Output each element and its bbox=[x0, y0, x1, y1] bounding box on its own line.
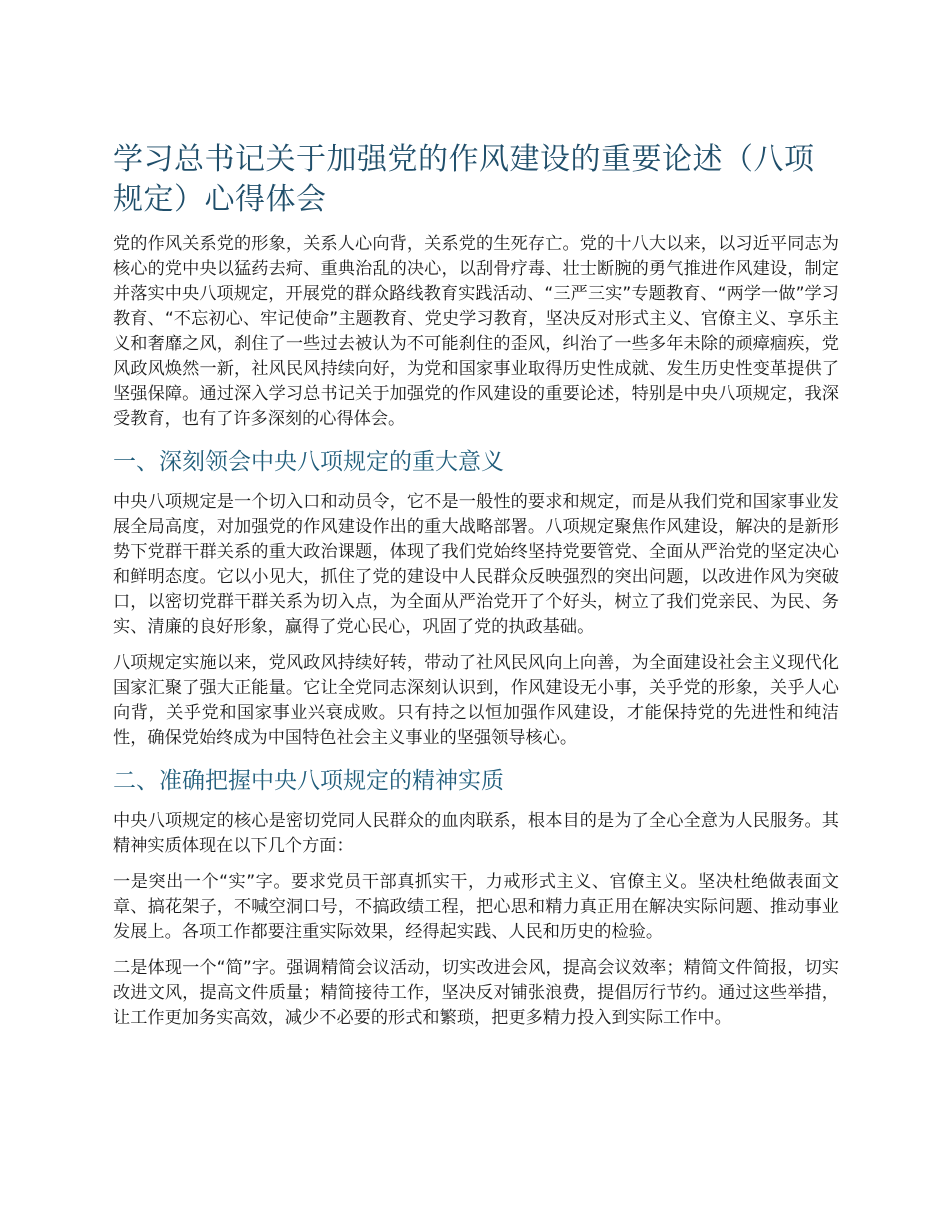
section-1-heading: 一、深刻领会中央八项规定的重大意义 bbox=[113, 449, 504, 475]
document-title: 学习总书记关于加强党的作风建设的重要论述（八项规定）心得体会 bbox=[113, 142, 815, 217]
section-1-paragraph-2: 八项规定实施以来，党风政风持续好转，带动了社风民风向上向善，为全面建设社会主义现代化国家汇聚了强大正能量。它让全党同志深刻认识到，作风建设无小事，关乎党的形象，关乎人心向背，关乎党和国家事业兴衰成败。只有持之以恒加强作风建设，才能保持党的先进性和纯洁性，确保党始终成为中国特色社会主义事业的坚强领导核心。 bbox=[113, 653, 839, 748]
section-1-paragraph-1: 中央八项规定是一个切入口和动员令，它不是一般性的要求和规定，而是从我们党和国家事业发展全局高度，对加强党的作风建设作出的重大战略部署。八项规定聚焦作风建设，解决的是新形势下党群干群关系的重大政治课题，体现了我们党始终坚持党要管党、全面从严治党的坚定决心和鲜明态度。它以小见大，抓住了党的建设中人民群众反映强烈的突出问题，以改进作风为突破口，以密切党群干群关系为切入点，为全面从严治党开了个好头，树立了我们党亲民、为民、务实、清廉的良好形象，赢得了党心民心，巩固了党的执政基础。 bbox=[113, 492, 839, 637]
intro-paragraph: 党的作风关系党的形象，关系人心向背，关系党的生死存亡。党的十八大以来，以习近平同志为核心的党中央以猛药去疴、重典治乱的决心，以刮骨疗毒、壮士断腕的勇气推进作风建设，制定并落实中央八项规定，开展党的群众路线教育实践活动、“三严三实”专题教育、“两学一做”学习教育、“不忘初心、牢记使命”主题教育、党史学习教育，坚决反对形式主义、官僚主义、享乐主义和奢靡之风，刹住了一些过去被认为不可能刹住的歪风，纠治了一些多年未除的顽瘴痼疾，党风政风焕然一新，社风民风持续向好，为党和国家事业取得历史性成就、发生历史性变革提供了坚强保障。通过深入学习总书记关于加强党的作风建设的重要论述，特别是中央八项规定，我深受教育，也有了许多深刻的心得体会。 bbox=[113, 234, 839, 429]
section-2-paragraph-3: 二是体现一个“简”字。强调精简会议活动，切实改进会风，提高会议效率；精简文件简报，切实改进文风，提高文件质量；精简接待工作，坚决反对铺张浪费，提倡厉行节约。通过这些举措，让工作更加务实高效，减少不必要的形式和繁琐，把更多精力投入到实际工作中。 bbox=[113, 958, 839, 1028]
section-2-heading: 二、准确把握中央八项规定的精神实质 bbox=[113, 768, 504, 794]
section-2-paragraph-2: 一是突出一个“实”字。要求党员干部真抓实干，力戒形式主义、官僚主义。坚决杜绝做表面文章、搞花架子，不喊空洞口号，不搞政绩工程，把心思和精力真正用在解决实际问题、推动事业发展上。各项工作都要注重实际效果，经得起实践、人民和历史的检验。 bbox=[113, 872, 839, 942]
document-page bbox=[113, 140, 839, 1042]
section-2-paragraph-1: 中央八项规定的核心是密切党同人民群众的血肉联系，根本目的是为了全心全意为人民服务。其精神实质体现在以下几个方面： bbox=[113, 811, 839, 856]
